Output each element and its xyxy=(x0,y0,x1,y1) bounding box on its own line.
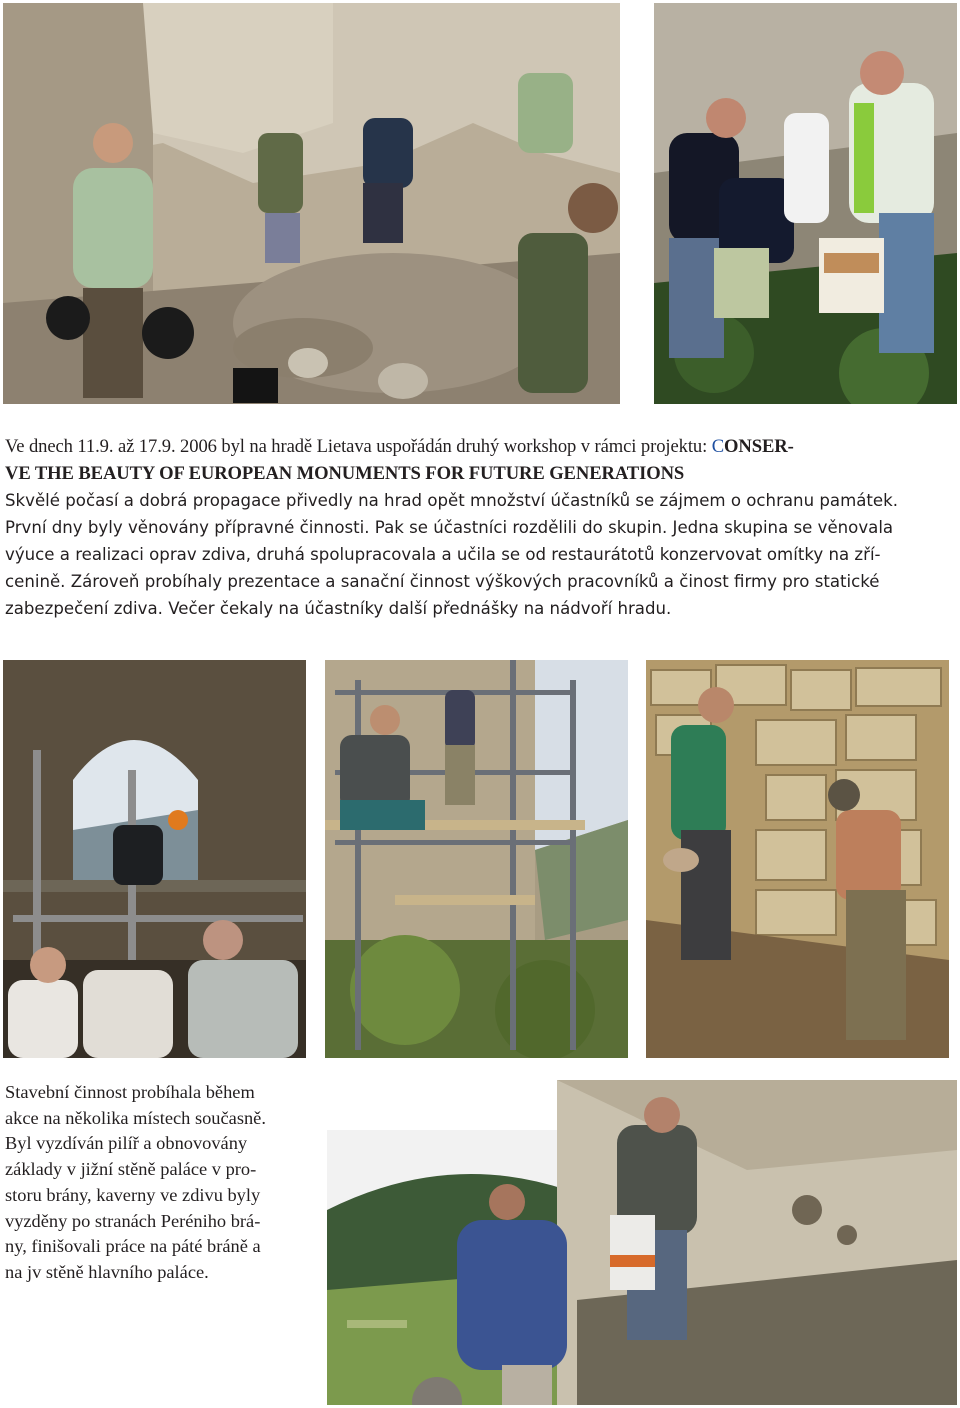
intro-body-line: cenině. Zároveň probíhaly prezentace a sanační činnost výškových pracovníků a činost firmy pro statické xyxy=(5,572,880,591)
side-text-line: storu brány, kaverny ve zdivu byly xyxy=(5,1184,261,1205)
intro-body-line: Skvělé počasí a dobrá propagace přivedly na hrad opět množství účastníků se zájmem o ochranu památek. xyxy=(5,491,898,510)
intro-body-line: výuce a realizaci oprav zdiva, druhá spolupracovala a učila se od restaurátotů konzervovat omítky na zří- xyxy=(5,545,881,564)
intro-body-line: zabezpečení zdiva. Večer čekaly na účastníky další přednášky na nádvoří hradu. xyxy=(5,599,672,618)
side-text-line: na jv stěně hlavního paláce. xyxy=(5,1261,209,1282)
photo-valley-bucket xyxy=(327,1080,957,1405)
photo-workers-ruins xyxy=(3,3,620,404)
project-accent-letter: C xyxy=(711,436,725,457)
photo-arch-scaffold xyxy=(3,660,306,1058)
project-title-part-2: VE THE BEAUTY OF EUROPEAN MONUMENTS FOR FUTURE GENERATIONS xyxy=(5,462,685,484)
side-text-line: základy v jižní stěně paláce v pro- xyxy=(5,1159,257,1180)
photo-stone-wall-workers xyxy=(646,660,949,1058)
intro-body-line: První dny byly věnovány přípravné činnosti. Pak se účastníci rozdělili do skupin. Jedna skupina se věnovala xyxy=(5,518,894,537)
intro-text xyxy=(5,434,955,622)
side-text-line: vyzděny po stranách Peréniho brá- xyxy=(5,1210,261,1231)
photo-wall-scaffolding xyxy=(325,660,628,1058)
side-text-line: ny, finišovali práce na páté bráně a xyxy=(5,1236,261,1257)
project-title-part-1: ONSER- xyxy=(724,436,794,457)
photo-group-bucket xyxy=(654,3,957,404)
side-text-line: Stavební činnost probíhala během xyxy=(5,1082,255,1102)
intro-lead: Ve dnech 11.9. až 17.9. 2006 byl na hradě Lietava uspořádán druhý workshop v rámci projektu: xyxy=(5,436,712,457)
side-text-line: Byl vyzdíván pilíř a obnovovány xyxy=(5,1133,248,1154)
intro-line-1 xyxy=(5,434,955,461)
side-text-line: akce na několika místech současně. xyxy=(5,1107,266,1128)
construction-description xyxy=(5,1080,310,1286)
